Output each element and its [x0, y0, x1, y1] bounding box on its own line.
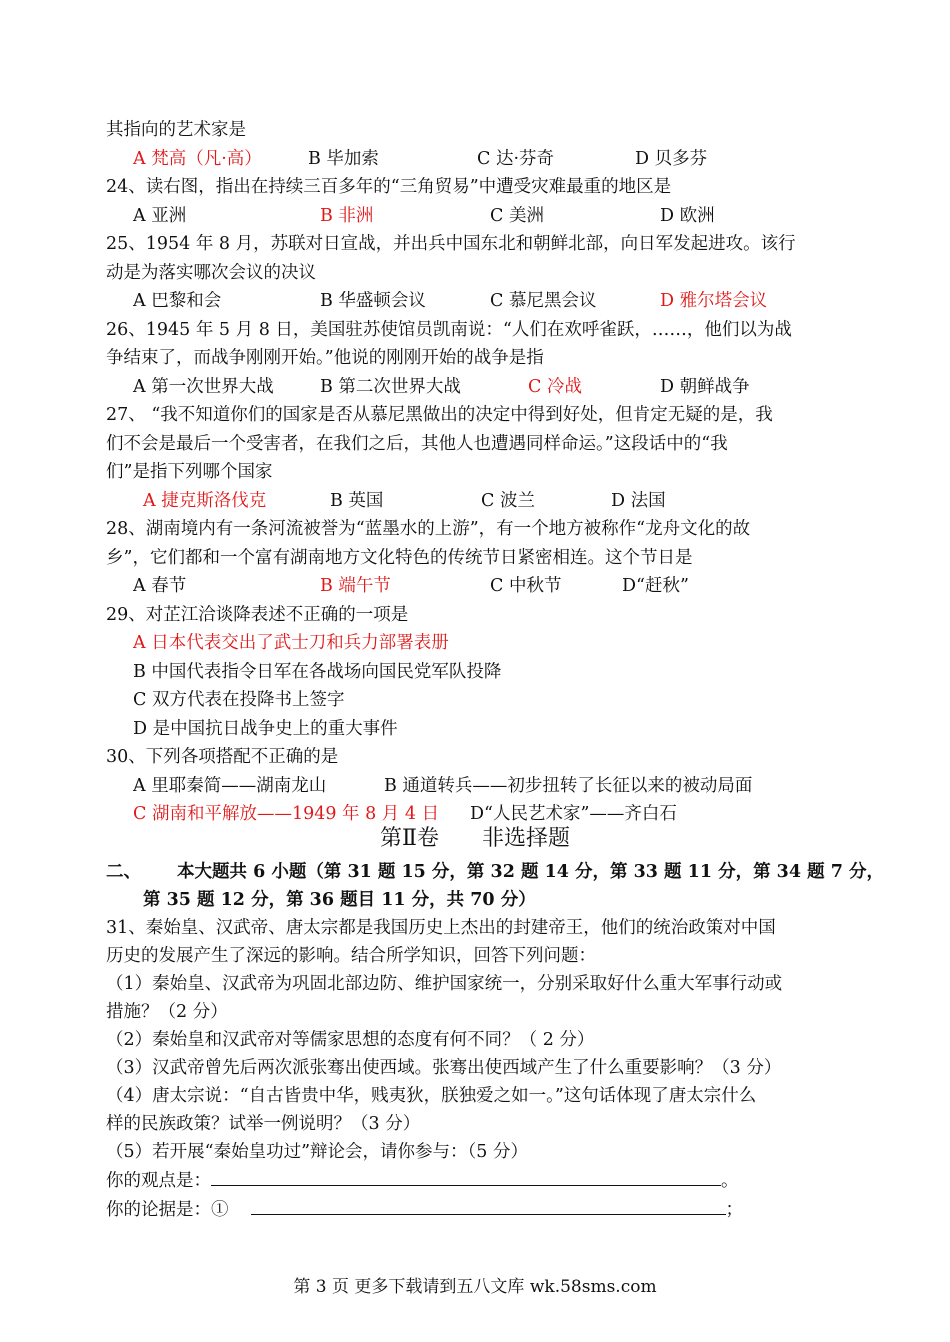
- q29-option-d: D 是中国抗日战争史上的重大事件: [133, 719, 398, 739]
- view-label: 你的观点是：: [106, 1171, 211, 1191]
- evidence-label: 你的论据是：①: [106, 1200, 229, 1220]
- view-end: 。: [721, 1171, 739, 1191]
- q24-option-b: B 非洲: [320, 206, 374, 226]
- q24-option-a: A 亚洲: [133, 206, 187, 226]
- q31-sub1-2: 措施？（2 分）: [106, 1002, 228, 1022]
- q26-option-b: B 第二次世界大战: [320, 377, 461, 397]
- q27-stem-1: 27、 “我不知道你们的国家是否从慕尼黑做出的决定中得到好处，但肯定无疑的是，我: [106, 405, 773, 425]
- q28-option-b: B 端午节: [320, 576, 391, 596]
- q30-stem: 30、下列各项搭配不正确的是: [106, 747, 339, 767]
- q29-option-a: A 日本代表交出了武士刀和兵力部署表册: [133, 633, 449, 653]
- q31-evidence-line: [106, 1198, 743, 1222]
- q26-stem-2: 争结束了，而战争刚刚开始。”他说的刚刚开始的战争是指: [106, 348, 544, 368]
- q31-sub4-2: 样的民族政策？试举一例说明？（3 分）: [106, 1114, 421, 1134]
- q31-view-line: [106, 1169, 739, 1193]
- part2-title-right: 非选择题: [481, 826, 570, 851]
- q26-stem-1: 26、1945 年 5 月 8 日，美国驻苏使馆员凯南说：“人们在欢呼雀跃，……，他们以为战: [106, 320, 792, 340]
- q31-sub4-1: （4）唐太宗说：“自古皆贵中华，贱夷狄，朕独爱之如一。”这句话体现了唐太宗什么: [106, 1086, 757, 1106]
- q26-option-d: D 朝鲜战争: [660, 377, 750, 397]
- evidence-answer-blank[interactable]: [251, 1200, 726, 1215]
- q27-option-c: C 波兰: [481, 491, 535, 511]
- q30-option-a: A 里耶秦简——湖南龙山: [133, 776, 327, 796]
- q28-option-d: D“赶秋”: [622, 576, 689, 596]
- q27-stem-3: 们”是指下列哪个国家: [106, 462, 273, 482]
- q24-option-d: D 欧洲: [660, 206, 715, 226]
- q31-stem-1: 31、秦始皇、汉武帝、唐太宗都是我国历史上杰出的封建帝王，他们的统治政策对中国: [106, 918, 776, 938]
- q25-option-b: B 华盛顿会议: [320, 291, 426, 311]
- q28-option-c: C 中秋节: [490, 576, 562, 596]
- q31-sub3: （3）汉武帝曾先后两次派张骞出使西域。张骞出使西域产生了什么重要影响？（3 分）: [106, 1058, 782, 1078]
- q30-option-d: D“人民艺术家”——齐白石: [470, 804, 677, 824]
- q27-option-b: B 英国: [330, 491, 384, 511]
- part2-section-desc-1: 本大题共 6 小题（第 31 题 15 分，第 32 题 14 分，第 33 题 11 分，第 34 题 7 分，: [177, 862, 884, 882]
- view-answer-blank[interactable]: [211, 1171, 721, 1186]
- q29-option-c: C 双方代表在投降书上签字: [133, 690, 345, 710]
- q31-sub1-1: （1）秦始皇、汉武帝为巩固北部边防、维护国家统一，分别采取好什么重大军事行动或: [106, 974, 783, 994]
- q25-option-a: A 巴黎和会: [133, 291, 222, 311]
- q25-option-d: D 雅尔塔会议: [660, 291, 768, 311]
- q28-stem-2: 乡”，它们都和一个富有湖南地方文化特色的传统节日紧密相连。这个节日是: [106, 548, 693, 568]
- part2-section-num: 二、: [106, 862, 141, 882]
- q23-option-d: D 贝多芬: [635, 149, 708, 169]
- q24-option-c: C 美洲: [490, 206, 544, 226]
- q31-stem-2: 历史的发展产生了深远的影响。结合所学知识，回答下列问题：: [106, 946, 596, 966]
- q27-stem-2: 们不会是最后一个受害者，在我们之后，其他人也遭遇同样命运。”这段话中的“我: [106, 434, 728, 454]
- q28-stem-1: 28、湖南境内有一条河流被誉为“蓝墨水的上游”，有一个地方被称作“龙舟文化的故: [106, 519, 751, 539]
- q25-option-c: C 慕尼黑会议: [490, 291, 597, 311]
- q23-option-c: C 达·芬奇: [477, 149, 555, 169]
- q31-sub5: （5）若开展“秦始皇功过”辩论会，请你参与：（5 分）: [106, 1142, 528, 1162]
- q25-stem-2: 动是为落实哪次会议的决议: [106, 263, 316, 283]
- q23-option-a: A 梵高（凡·高）: [133, 149, 262, 169]
- page-footer: 第 3 页 更多下载请到五八文库 wk.58sms.com: [293, 1277, 657, 1297]
- evidence-end: ；: [725, 1200, 743, 1220]
- q29-option-b: B 中国代表指令日军在各战场向国民党军队投降: [133, 662, 502, 682]
- part2-section-desc-2: 第 35 题 12 分，第 36 题目 11 分，共 70 分）: [143, 890, 536, 910]
- part2-title-left: 第Ⅱ卷: [380, 826, 439, 851]
- q28-option-a: A 春节: [133, 576, 187, 596]
- q26-option-c: C 冷战: [528, 377, 582, 397]
- q27-option-d: D 法国: [611, 491, 666, 511]
- q23-option-b: B 毕加索: [308, 149, 379, 169]
- q25-stem-1: 25、1954 年 8 月，苏联对日宣战，并出兵中国东北和朝鲜北部，向日军发起进攻。该行: [106, 234, 796, 254]
- q27-option-a: A 捷克斯洛伐克: [143, 491, 267, 511]
- q30-option-b: B 通道转兵——初步扭转了长征以来的被动局面: [384, 776, 753, 796]
- q30-option-c: C 湖南和平解放——1949 年 8 月 4 日: [133, 804, 440, 824]
- q31-sub2: （2）秦始皇和汉武帝对等儒家思想的态度有何不同？（ 2 分）: [106, 1030, 595, 1050]
- part2-title: [0, 824, 950, 854]
- intro-line: 其指向的艺术家是: [106, 120, 246, 140]
- q29-stem: 29、对芷江洽谈降表述不正确的一项是: [106, 605, 409, 625]
- q24-stem: 24、读右图，指出在持续三百多年的“三角贸易”中遭受灾难最重的地区是: [106, 177, 672, 197]
- q26-option-a: A 第一次世界大战: [133, 377, 274, 397]
